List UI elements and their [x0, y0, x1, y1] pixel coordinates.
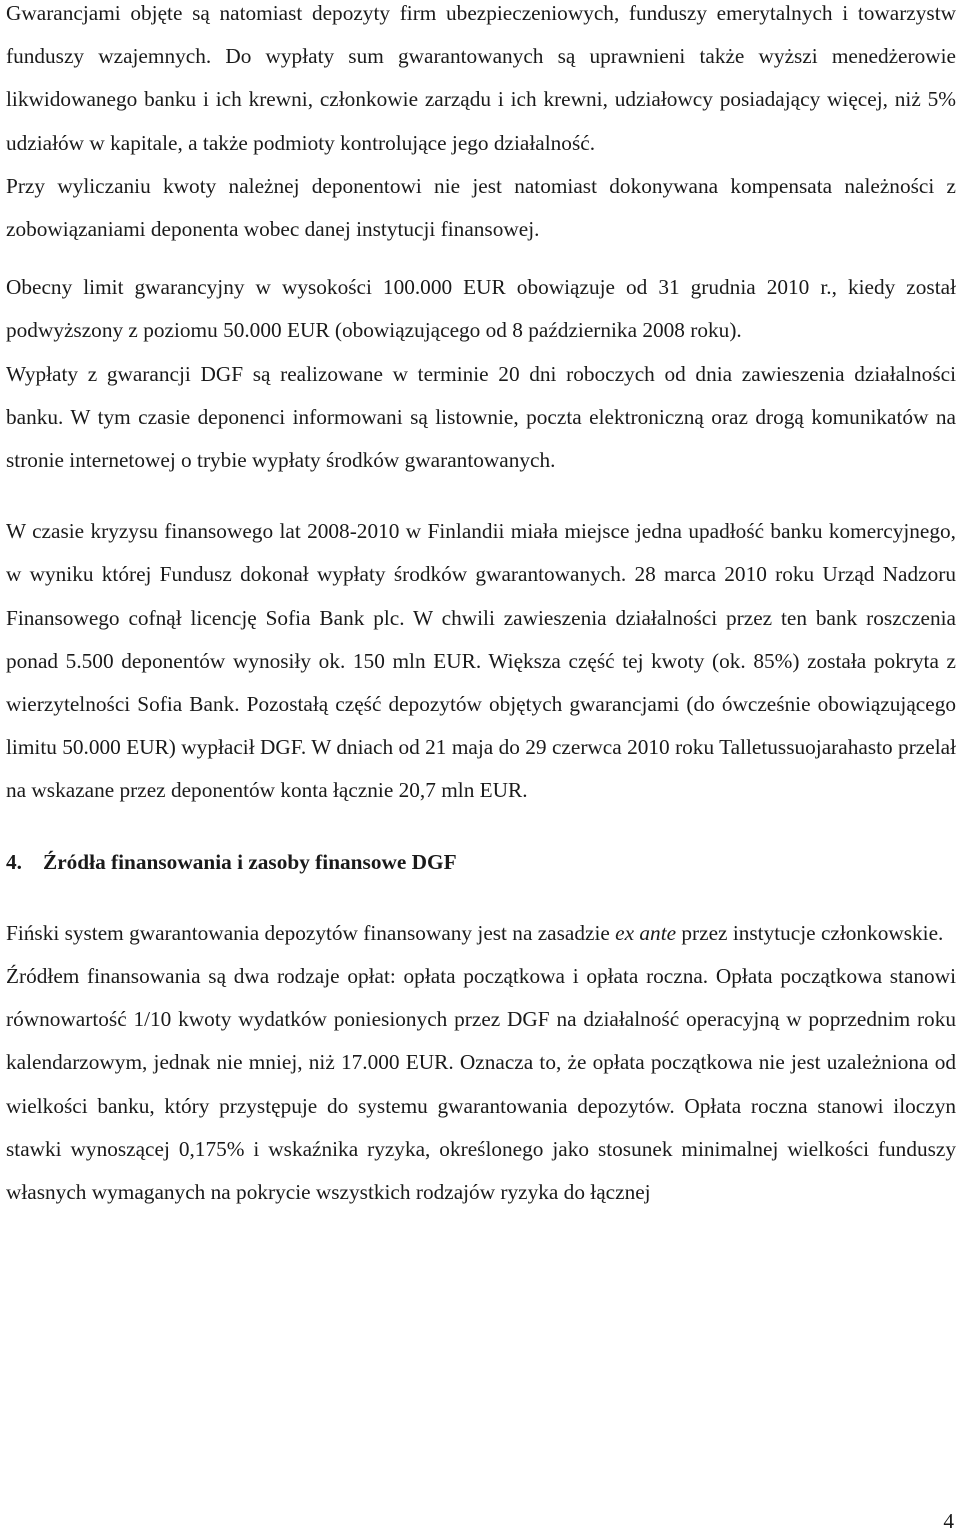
section-title: Źródła finansowania i zasoby finansowe DGF	[43, 849, 457, 874]
paragraph-funding-system	[6, 912, 956, 955]
paragraph-fees: Źródłem finansowania są dwa rodzaje opłat: opłata początkowa i opłata roczna. Opłata początkowa stanowi równowartość 1/10 kwoty wydatków poniesionych przez DGF na działalność operacyjną w poprzednim roku kalendarzowym, jednak nie mniej, niż 17.000 EUR. Oznacza to, że opłata początkowa nie jest uzależniona od wielkości banku, który przystępuje do systemu gwarantowania depozytów. Opłata roczna stanowi iloczyn stawki wynoszącej 0,175% i wskaźnika ryzyka, określonego jako stosunek minimalnej wielkości funduszy własnych wymaganych na pokrycie wszystkich rodzajów ryzyka do łącznej	[6, 964, 956, 1205]
paragraph-compensation: Przy wyliczaniu kwoty należnej deponentowi nie jest natomiast dokonywana kompensata należności z zobowiązaniami deponenta wobec danej instytucji finansowej.	[6, 173, 956, 242]
section-heading	[6, 841, 956, 884]
funding-system-text-after: przez instytucje członkowskie.	[676, 920, 944, 945]
funding-system-italic-term: ex ante	[615, 920, 677, 945]
document-body	[6, 0, 956, 1214]
funding-system-text-before: Fiński system gwarantowania depozytów finansowany jest na zasadzie	[6, 920, 616, 945]
paragraph-financial-crisis: W czasie kryzysu finansowego lat 2008-2010 w Finlandii miała miejsce jedna upadłość banku komercyjnego, w wyniku której Fundusz dokonał wypłaty środków gwarantowanych. 28 marca 2010 roku Urząd Nadzoru Finansowego cofnął licencję Sofia Bank plc. W chwili zawieszenia działalności przez ten bank roszczenia ponad 5.500 deponentów wynosiły ok. 150 mln EUR. Większa część tej kwoty (ok. 85%) została pokryta z wierzytelności Sofia Bank. Pozostałą część depozytów objętych gwarancjami (do ówcześnie obowiązującego limitu 50.000 EUR) wypłacił DGF. W dniach od 21 maja do 29 czerwca 2010 roku Talletussuojarahasto przelał na wskazane przez deponentów konta łącznie 20,7 mln EUR.	[6, 519, 956, 803]
paragraph-guarantee-limit: Obecny limit gwarancyjny w wysokości 100.000 EUR obowiązuje od 31 grudnia 2010 r., kiedy został podwyższony z poziomu 50.000 EUR (obowiązującego od 8 października 2008 roku).	[6, 275, 956, 343]
paragraph-payouts: Wypłaty z gwarancji DGF są realizowane w terminie 20 dni roboczych od dnia zawieszenia działalności banku. W tym czasie deponenci informowani są listownie, poczta elektroniczną oraz drogą komunikatów na stronie internetowej o trybie wypłaty środków gwarantowanych.	[6, 361, 956, 473]
section-number: 4.	[6, 849, 22, 874]
page-number: 4	[943, 1509, 954, 1533]
paragraph-guarantees: Gwarancjami objęte są natomiast depozyty firm ubezpieczeniowych, funduszy emerytalnych i towarzystw funduszy wzajemnych. Do wypłaty sum gwarantowanych są uprawnieni także wyższi menedżerowie likwidowanego banku i ich krewni, członkowie zarządu i ich krewni, udziałowcy posiadający więcej, niż 5% udziałów w kapitale, a także podmioty kontrolujące jego działalność.	[6, 1, 956, 155]
